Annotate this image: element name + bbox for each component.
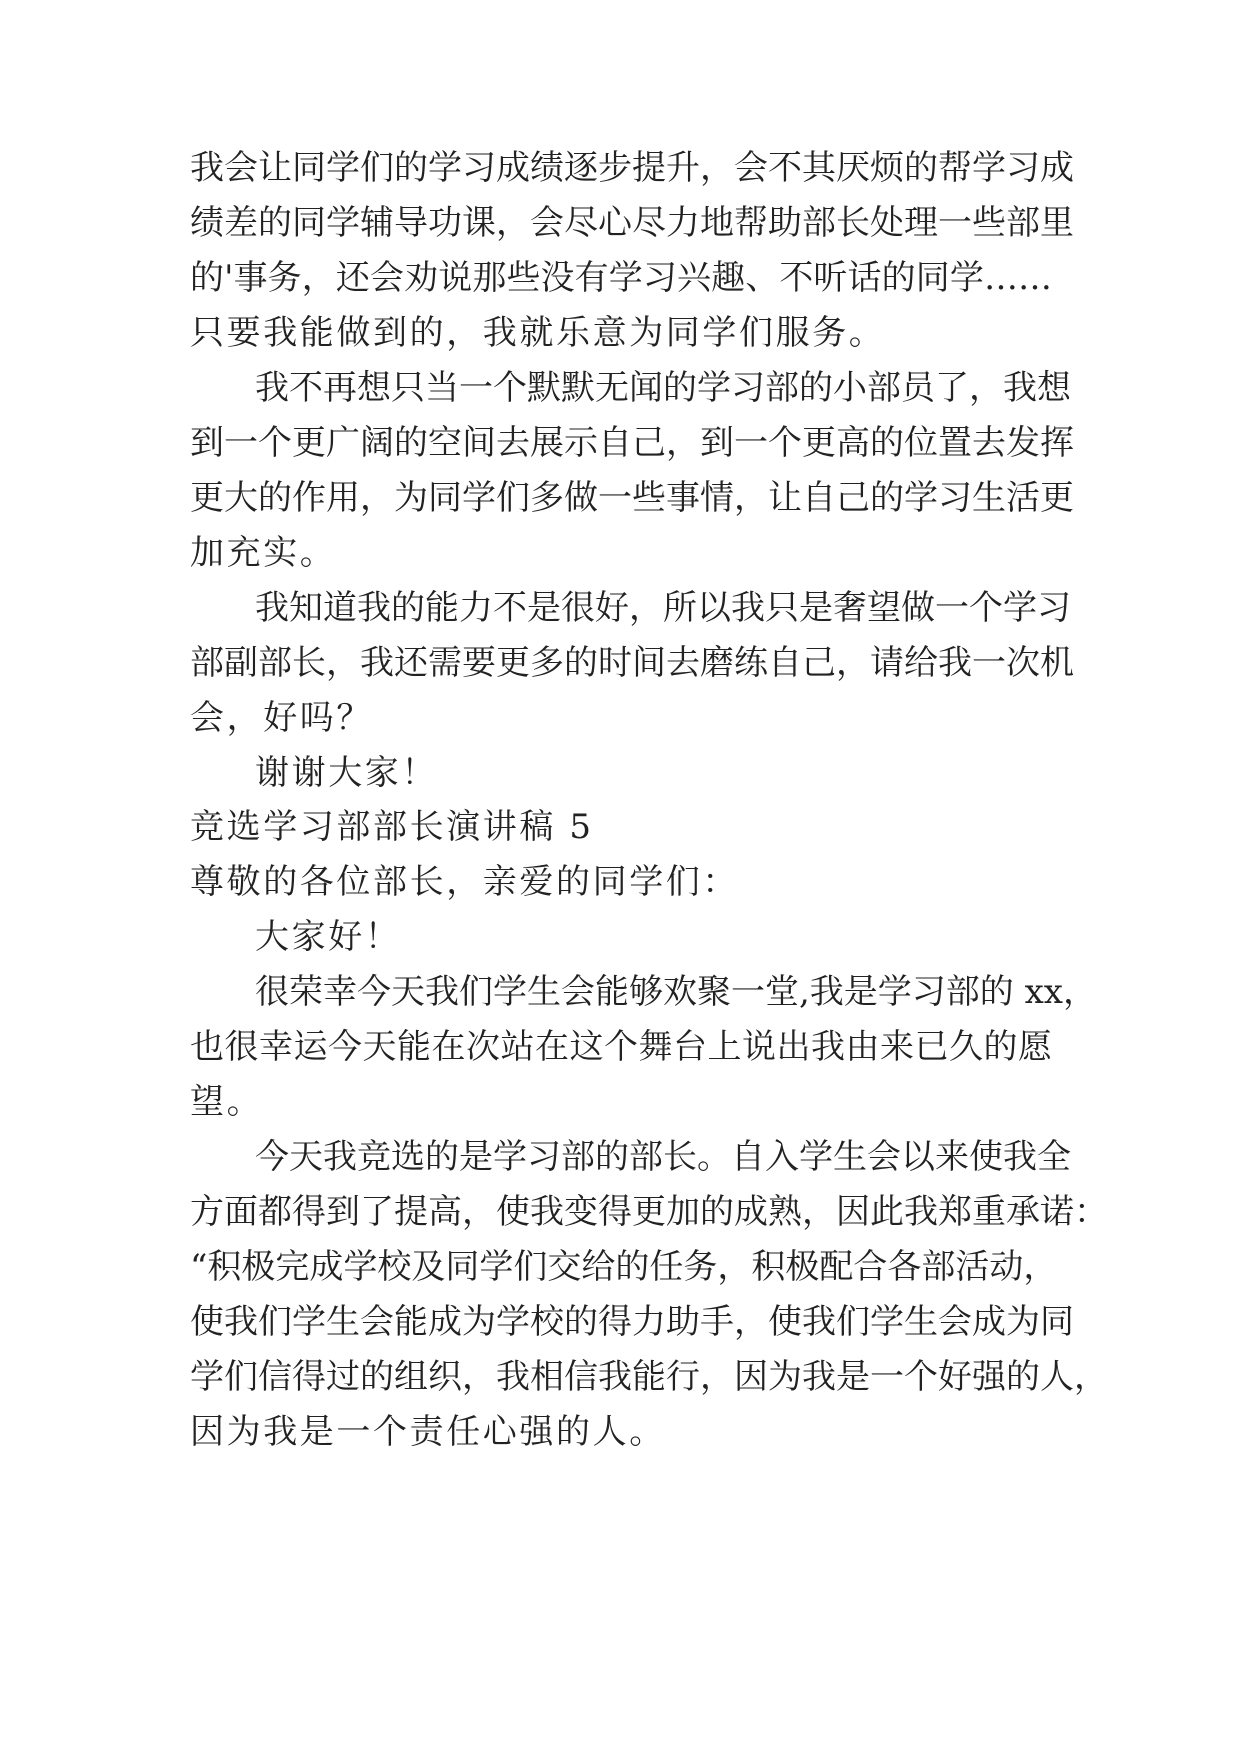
paragraph-6-line-2: 方面都得到了提高，使我变得更加的成熟，因此我郑重承诺： xyxy=(190,1192,1108,1232)
paragraph-2-line-3: 更大的作用，为同学们多做一些事情，让自己的学习生活更 xyxy=(190,478,1074,518)
paragraph-6-line-6: 因为我是一个责任心强的人。 xyxy=(190,1412,666,1452)
paragraph-3-line-3: 会，好吗？ xyxy=(190,698,373,738)
section-title: 竞选学习部部长演讲稿 5 xyxy=(190,807,594,847)
paragraph-2-line-1: 我不再想只当一个默默无闻的学习部的小部员了，我想 xyxy=(255,368,1071,408)
paragraph-6-line-1: 今天我竞选的是学习部的部长。自入学生会以来使我全 xyxy=(255,1137,1071,1177)
paragraph-6-line-5: 学们信得过的组织，我相信我能行，因为我是一个好强的人， xyxy=(190,1357,1108,1397)
paragraph-3-line-2: 部副部长，我还需要更多的时间去磨练自己，请给我一次机 xyxy=(190,643,1074,683)
text-line-2: 绩差的同学辅导功课，会尽心尽力地帮助部长处理一些部里 xyxy=(190,203,1074,243)
paragraph-2-line-4: 加充实。 xyxy=(190,533,337,573)
text-line-4: 只要我能做到的，我就乐意为同学们服务。 xyxy=(190,313,886,353)
paragraph-6-line-3: “积极完成学校及同学们交给的任务，积极配合各部活动， xyxy=(190,1247,1058,1287)
thanks-line: 谢谢大家！ xyxy=(255,753,438,793)
paragraph-2-line-2: 到一个更广阔的空间去展示自己，到一个更高的位置去发挥 xyxy=(190,423,1074,463)
paragraph-5-line-2: 也很幸运今天能在次站在这个舞台上说出我由来已久的愿 xyxy=(190,1027,1052,1067)
text-line-1: 我会让同学们的学习成绩逐步提升，会不其厌烦的帮学习成 xyxy=(190,148,1074,188)
text-line-3: 的'事务，还会劝说那些没有学习兴趣、不听话的同学…… xyxy=(190,258,1052,298)
greeting: 大家好！ xyxy=(255,917,402,957)
paragraph-3-line-1: 我知道我的能力不是很好，所以我只是奢望做一个学习 xyxy=(255,588,1071,628)
paragraph-5-line-3: 望。 xyxy=(190,1082,264,1122)
salutation: 尊敬的各位部长，亲爱的同学们： xyxy=(190,862,739,902)
paragraph-6-line-4: 使我们学生会能成为学校的得力助手，使我们学生会成为同 xyxy=(190,1302,1074,1342)
paragraph-5-line-1: 很荣幸今天我们学生会能够欢聚一堂,我是学习部的 xx， xyxy=(255,972,1097,1012)
